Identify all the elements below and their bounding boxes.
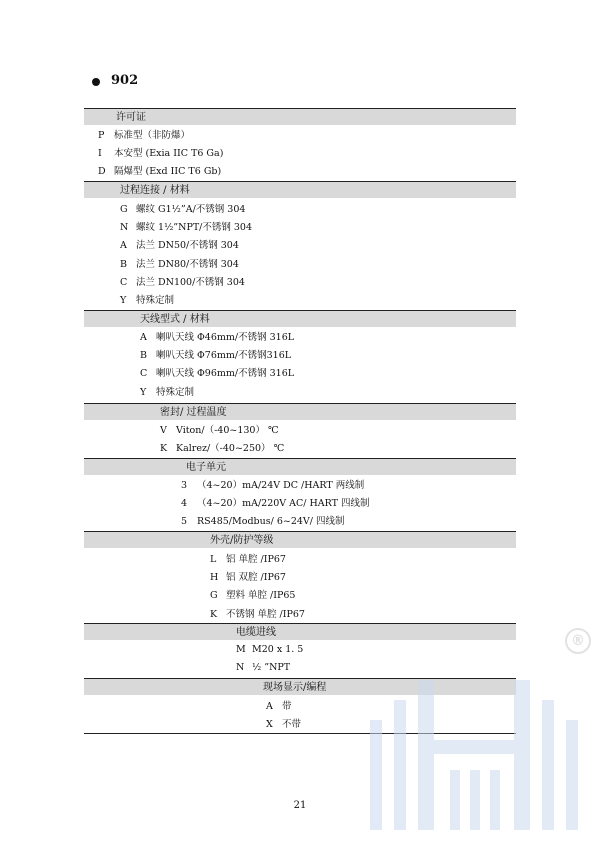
option-code: B xyxy=(120,258,127,270)
option-row xyxy=(236,643,303,657)
option-code: N xyxy=(236,662,245,674)
model-title: 902 xyxy=(111,73,139,88)
option-code: K xyxy=(210,608,218,620)
option-row xyxy=(140,367,294,381)
option-row xyxy=(181,515,345,529)
option-text: ½ ”NPT xyxy=(252,662,291,674)
option-code: 4 xyxy=(181,498,188,510)
option-row xyxy=(120,276,245,290)
section-header: 现场显示/编程 xyxy=(84,678,516,695)
option-code: 5 xyxy=(181,516,188,528)
option-row xyxy=(140,349,291,363)
option-row xyxy=(210,589,295,603)
option-code: K xyxy=(160,443,168,455)
option-text: 本安型 (Exia IIC T6 Ga) xyxy=(114,148,224,160)
page-number: 21 xyxy=(293,800,307,811)
option-text: Viton/（-40~130） ℃ xyxy=(176,425,279,436)
option-row xyxy=(140,331,294,345)
option-row xyxy=(120,221,252,235)
option-code: M xyxy=(236,644,246,655)
option-text: 法兰 DN50/不锈钢 304 xyxy=(136,240,239,252)
option-code: D xyxy=(98,166,106,178)
option-text: Kalrez/（-40~250） ℃ xyxy=(176,443,285,455)
option-code: A xyxy=(266,701,273,712)
option-text: 标准型（非防爆） xyxy=(114,130,191,141)
option-text: 铝 单腔 /IP67 xyxy=(226,554,286,565)
option-code: C xyxy=(120,276,128,288)
option-row xyxy=(266,718,301,732)
bullet-icon xyxy=(92,78,100,86)
option-text: RS485/Modbus/ 6~24V/ 四线制 xyxy=(197,516,345,528)
option-code: H xyxy=(210,572,219,584)
option-code: P xyxy=(98,130,105,141)
option-code: B xyxy=(140,350,147,362)
option-row xyxy=(120,258,239,272)
section-header: 电子单元 xyxy=(84,458,516,475)
option-row xyxy=(236,661,290,675)
option-row xyxy=(181,497,370,511)
option-code: L xyxy=(210,554,217,565)
option-code: G xyxy=(210,590,218,602)
option-text: 法兰 DN80/不锈钢 304 xyxy=(136,258,239,270)
option-text: 喇叭天线 Φ76mm/不锈钢316L xyxy=(156,350,292,362)
option-text: 铝 双腔 /IP67 xyxy=(226,572,286,584)
option-row xyxy=(140,386,194,400)
option-row xyxy=(210,608,305,622)
option-text: 带 xyxy=(282,701,292,712)
option-code: G xyxy=(120,204,128,215)
option-code: Y xyxy=(120,295,127,306)
option-row xyxy=(98,165,221,179)
section-header: 电缆进线 xyxy=(84,623,516,640)
option-row xyxy=(210,553,286,567)
section-header: 外壳/防护等级 xyxy=(84,531,516,548)
option-code: I xyxy=(98,148,102,160)
option-text: 不带 xyxy=(282,719,302,731)
option-row xyxy=(160,442,284,456)
option-code: C xyxy=(140,368,148,380)
option-code: V xyxy=(160,425,167,436)
option-text: 喇叭天线 Φ46mm/不锈钢 316L xyxy=(156,332,295,343)
option-code: 3 xyxy=(181,480,188,491)
section-header: 过程连接 / 材料 xyxy=(84,181,516,198)
option-text: 塑料 单腔 /IP65 xyxy=(226,590,296,602)
registered-mark-icon: ® xyxy=(565,628,591,654)
option-text: （4~20）mA/220V AC/ HART 四线制 xyxy=(197,498,370,510)
option-text: 不锈钢 单腔 /IP67 xyxy=(226,608,305,620)
section-header: 天线型式 / 材料 xyxy=(84,310,516,327)
option-row xyxy=(98,147,223,161)
option-code: Y xyxy=(140,386,147,398)
option-row xyxy=(98,129,190,143)
option-code: N xyxy=(120,222,129,234)
option-code: X xyxy=(266,719,273,731)
section-header: 许可证 xyxy=(84,108,516,125)
option-text: 法兰 DN100/不锈钢 304 xyxy=(136,276,245,288)
option-code: A xyxy=(140,332,147,343)
option-text: 螺纹 1½”NPT/不锈钢 304 xyxy=(136,222,253,234)
brand-watermark-logo xyxy=(360,660,600,850)
option-code: A xyxy=(120,240,127,252)
option-text: M20 x 1. 5 xyxy=(252,644,304,655)
option-text: 隔爆型 (Exd IIC T6 Gb) xyxy=(114,166,222,178)
option-text: 特殊定制 xyxy=(136,295,175,306)
option-row xyxy=(181,479,364,493)
option-row xyxy=(120,239,239,253)
option-text: 喇叭天线 Φ96mm/不锈钢 316L xyxy=(156,368,295,380)
option-text: 特殊定制 xyxy=(156,386,195,398)
option-text: 螺纹 G1½”A/不锈钢 304 xyxy=(136,204,246,215)
option-text: （4~20）mA/24V DC /HART 两线制 xyxy=(197,480,365,491)
option-row xyxy=(120,294,174,308)
option-row xyxy=(266,700,292,714)
option-row xyxy=(120,203,245,217)
option-row xyxy=(210,571,286,585)
section-header: 密封/ 过程温度 xyxy=(84,403,516,420)
option-row xyxy=(160,424,279,438)
